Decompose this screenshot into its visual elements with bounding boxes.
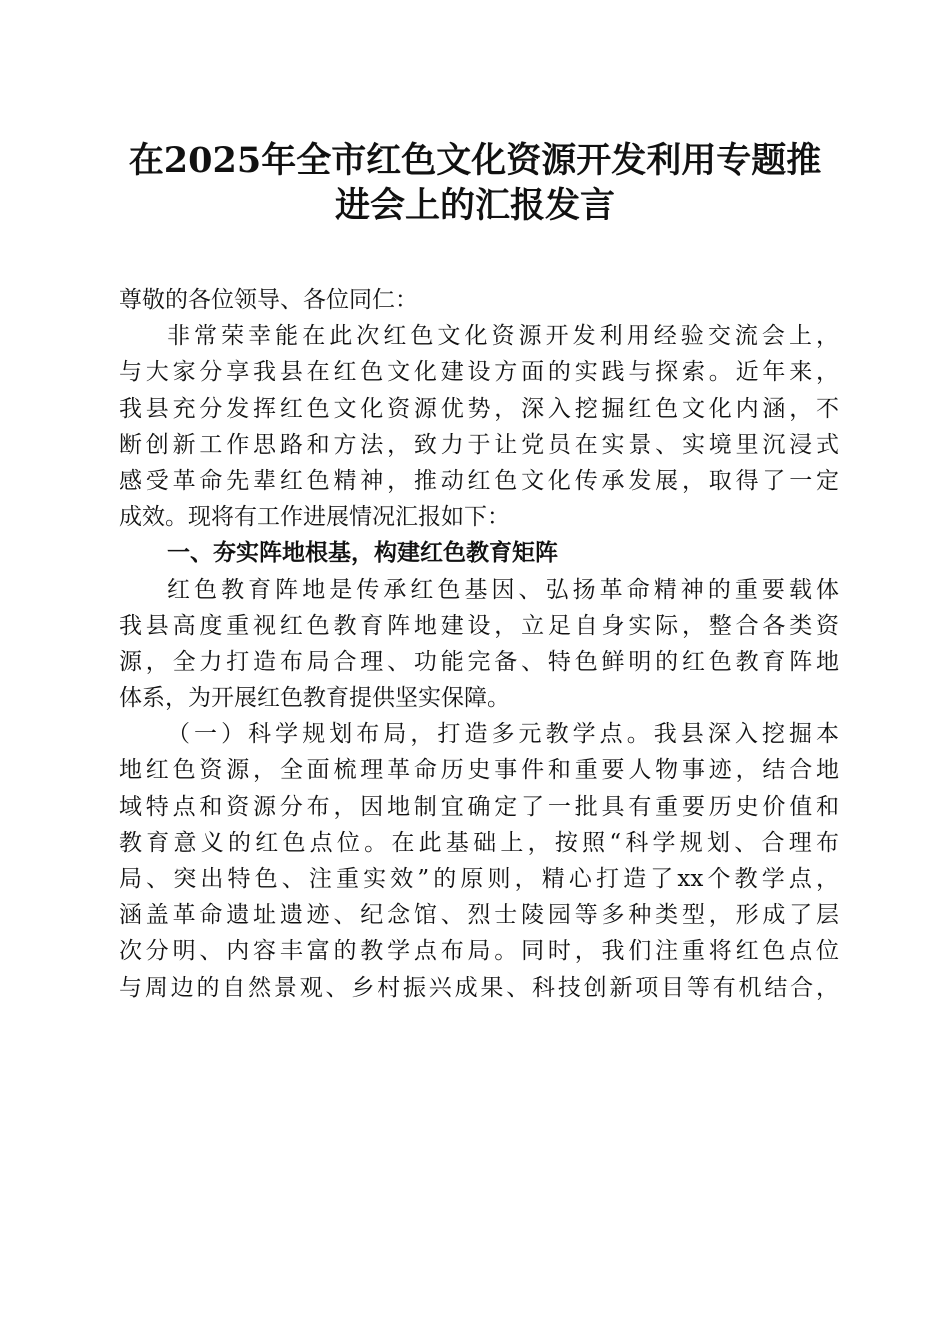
intro-line: 感受革命先辈红色精神，推动红色文化传承发展，取得了一定 (119, 467, 839, 494)
subsection-1-line: 次分明、内容丰富的教学点布局。同时，我们注重将红色点位 (119, 938, 839, 965)
intro-line: 与大家分享我县在红色文化建设方面的实践与探索。近年来， (119, 359, 839, 386)
section-1-line: 我县高度重视红色教育阵地建设，立足自身实际，整合各类资 (119, 612, 839, 639)
section-1-line: 体系，为开展红色教育提供坚实保障。 (119, 685, 510, 712)
document-body (119, 282, 839, 1006)
intro-line: 成效。现将有工作进展情况汇报如下： (119, 504, 510, 531)
section-1-line: 源，全力打造布局合理、功能完备、特色鲜明的红色教育阵地 (119, 648, 839, 675)
intro-paragraph (119, 318, 839, 535)
salutation: 尊敬的各位领导、各位同仁： (119, 287, 418, 313)
subsection-1-line: 涵盖革命遗址遗迹、纪念馆、烈士陵园等多种类型，形成了层 (119, 902, 839, 929)
subsection-1-line: 域特点和资源分布，因地制宜确定了一批具有重要历史价值和 (119, 793, 839, 820)
title-line-2: 进会上的汇报发言 (334, 185, 615, 226)
section-1-line: 红色教育阵地是传承红色基因、弘扬革命精神的重要载体 (167, 576, 839, 603)
section-1-paragraph (119, 572, 839, 717)
document-title (100, 138, 850, 228)
subsection-1-line: 教育意义的红色点位。在此基础上，按照“科学规划、合理布 (119, 829, 839, 856)
subsection-1-line: 地红色资源，全面梳理革命历史事件和重要人物事迹，结合地 (119, 757, 839, 784)
intro-line: 我县充分发挥红色文化资源优势，深入挖掘红色文化内涵，不 (119, 395, 839, 422)
subsection-1-line: 局、突出特色、注重实效”的原则，精心打造了xx个教学点， (119, 866, 839, 892)
intro-line: 非常荣幸能在此次红色文化资源开发利用经验交流会上， (167, 323, 839, 350)
subsection-1-paragraph (119, 716, 839, 1006)
subsection-1-line: （一）科学规划布局，打造多元教学点。我县深入挖掘本 (167, 721, 839, 748)
subsection-1-line: 与周边的自然景观、乡村振兴成果、科技创新项目等有机结合， (119, 974, 839, 1001)
title-line-1: 在2025年全市红色文化资源开发利用专题推 (128, 140, 822, 181)
intro-line: 断创新工作思路和方法，致力于让党员在实景、实境里沉浸式 (119, 431, 839, 458)
section-heading: 一、夯实阵地根基，构建红色教育矩阵 (167, 540, 558, 567)
